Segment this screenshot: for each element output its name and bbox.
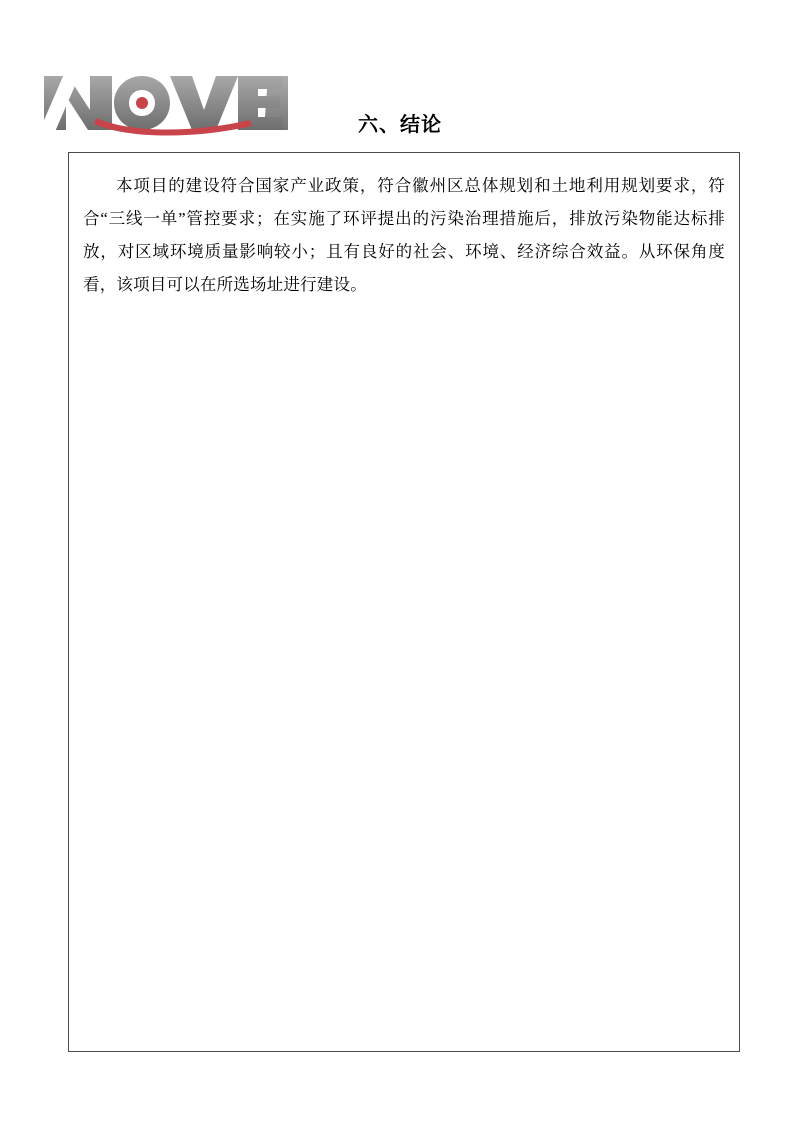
conclusion-paragraph: 本项目的建设符合国家产业政策，符合徽州区总体规划和土地利用规划要求，符合“三线一单”管控要求；在实施了环评提出的污染治理措施后，排放污染物能达标排放，对区域环境质量影响较小；且有良好的社会、环境、经济综合效益。从环保角度看，该项目可以在所选场址进行建设。 xyxy=(83,176,725,294)
content-box xyxy=(68,152,740,1052)
page-title: 六、结论 xyxy=(358,114,442,136)
